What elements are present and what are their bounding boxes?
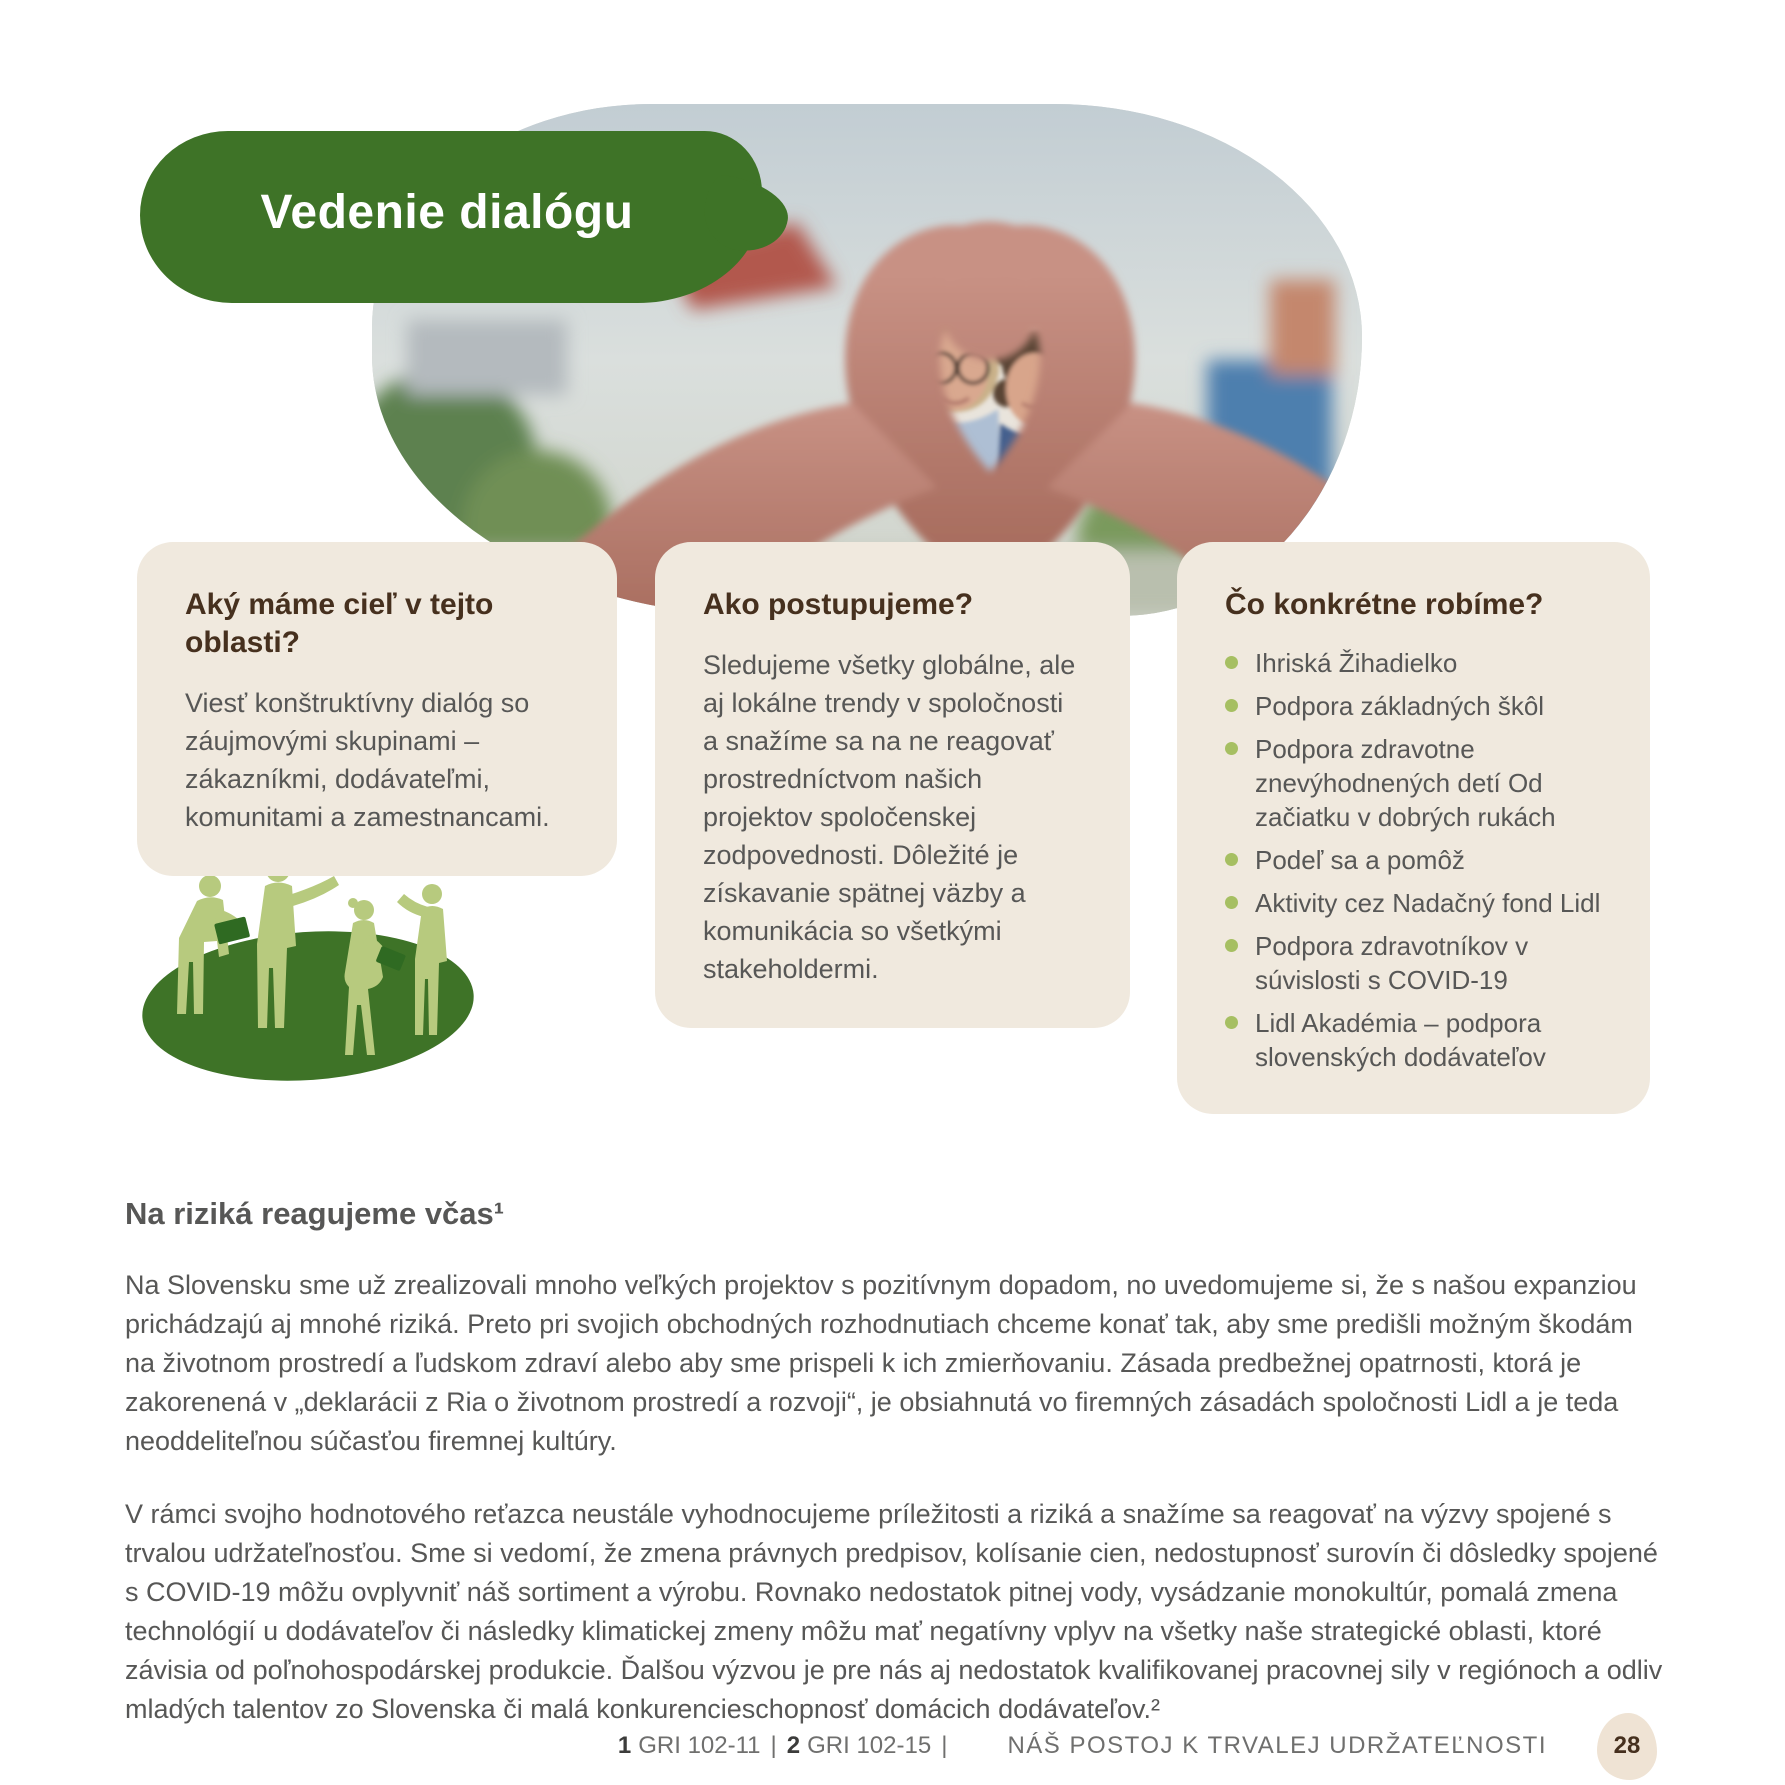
title-bubble xyxy=(140,131,762,303)
risk-section xyxy=(125,1196,1665,1729)
bullet-dot-icon xyxy=(1225,656,1238,669)
what-we-do-item xyxy=(1225,646,1604,680)
what-we-do-text: Lidl Akadémia – podpora slovenských dodávateľov xyxy=(1255,1008,1546,1072)
card-approach-body: Sledujeme všetky globálne, ale aj lokálne trendy v spoločnosti a snažíme sa na ne reagovať prostredníctvom našich projektov spoločenskej zodpovednosti. Dôležité je získavanie spätnej väzby a komunikácia so všetkými stakeholdermi. xyxy=(703,650,1076,984)
page-number-badge: 28 xyxy=(1597,1713,1657,1780)
card-actions-list xyxy=(1225,646,1604,1074)
gri-ref1-code: GRI 102-11 xyxy=(638,1732,761,1759)
page-footer xyxy=(120,1710,1657,1782)
what-we-do-text: Podeľ sa a pomôž xyxy=(1255,845,1465,875)
card-approach-title: Ako postupujeme? xyxy=(703,588,974,621)
gri-divider: | xyxy=(941,1732,948,1759)
risk-paragraph-2: V rámci svojho hodnotového reťazca neustále vyhodnocujeme príležitosti a riziká a snažíme sa reagovať na výzvy spojené s trvalou udržateľnosťou. Sme si vedomí, že zmena právnych predpisov, kolísanie cien, nedostupnosť surovín či dôsledky spojené s COVID-19 môžu ovplyvniť náš sortiment a výrobu. Rovnako nedostatok pitnej vody, vysádzanie monokultúr, pomalá zmena technológií u dodávateľov či následky klimatickej zmeny môžu mať negatívny vplyv na všetky naše strategické oblasti, ktoré závisia od poľnohospodárskej produkcie. Ďalšou výzvou je pre nás aj nedostatok kvalifikovanej pracovnej sily v regiónoch a odliv mladých talentov zo Slovenska či malá konkurencieschopnosť domácich dodávateľov.² xyxy=(125,1499,1663,1724)
risk-heading: Na riziká reagujeme včas¹ xyxy=(125,1196,505,1231)
bullet-dot-icon xyxy=(1225,1016,1238,1029)
bullet-dot-icon xyxy=(1225,939,1238,952)
risk-paragraph-1: Na Slovensku sme už zrealizovali mnoho veľkých projektov s pozitívnym dopadom, no uvedomujeme si, že s našou expanziou prichádzajú aj mnohé riziká. Preto pri svojich obchodných rozhodnutiach chceme konať tak, aby sme predišli možným škodám na životnom prostredí a ľudskom zdraví alebo aby sme prispeli k ich zmierňovaniu. Zásada predbežnej opatrnosti, ktorá je zakorenená v „deklarácii z Ria o životnom prostredí a rozvoji“, je obsiahnutá vo firemných zásadách spoločnosti Lidl a je teda neoddeliteľnou súčasťou firemnej kultúry. xyxy=(125,1270,1637,1456)
card-actions-title: Čo konkrétne robíme? xyxy=(1225,588,1544,621)
footer-section-title: NÁŠ POSTOJ K TRVALEJ UDRŽATEĽNOSTI xyxy=(1007,1732,1547,1759)
bullet-dot-icon xyxy=(1225,699,1238,712)
what-we-do-item xyxy=(1225,689,1604,723)
gri-divider: | xyxy=(770,1732,777,1759)
what-we-do-text: Podpora základných škôl xyxy=(1255,691,1545,721)
what-we-do-item xyxy=(1225,843,1604,877)
what-we-do-item xyxy=(1225,732,1604,834)
card-approach xyxy=(655,542,1130,1028)
what-we-do-item xyxy=(1225,1006,1604,1074)
card-actions xyxy=(1177,542,1650,1114)
what-we-do-text: Ihriská Žihadielko xyxy=(1255,648,1458,678)
what-we-do-text: Podpora zdravotníkov v súvislosti s COVID-19 xyxy=(1255,931,1529,995)
what-we-do-text: Aktivity cez Nadačný fond Lidl xyxy=(1255,888,1601,918)
what-we-do-text: Podpora zdravotne znevýhodnených detí Od začiatku v dobrých rukách xyxy=(1255,734,1556,832)
gri-ref2-code: GRI 102-15 xyxy=(807,1732,932,1759)
bullet-dot-icon xyxy=(1225,896,1238,909)
card-goal xyxy=(137,542,617,876)
page-title: Vedenie dialógu xyxy=(260,185,634,239)
card-goal-title: Aký máme cieľ v tejto oblasti? xyxy=(185,588,494,659)
gri-references xyxy=(618,1732,958,1760)
gri-ref1-number: 1 xyxy=(617,1732,632,1759)
gri-ref2-number: 2 xyxy=(786,1732,801,1759)
what-we-do-item xyxy=(1225,929,1604,997)
card-goal-body: Viesť konštruktívny dialóg so záujmovými skupinami – zákazníkmi, dodávateľmi, komunitami a zamestnancami. xyxy=(185,688,550,832)
bullet-dot-icon xyxy=(1225,742,1238,755)
bullet-dot-icon xyxy=(1225,853,1238,866)
what-we-do-item xyxy=(1225,886,1604,920)
